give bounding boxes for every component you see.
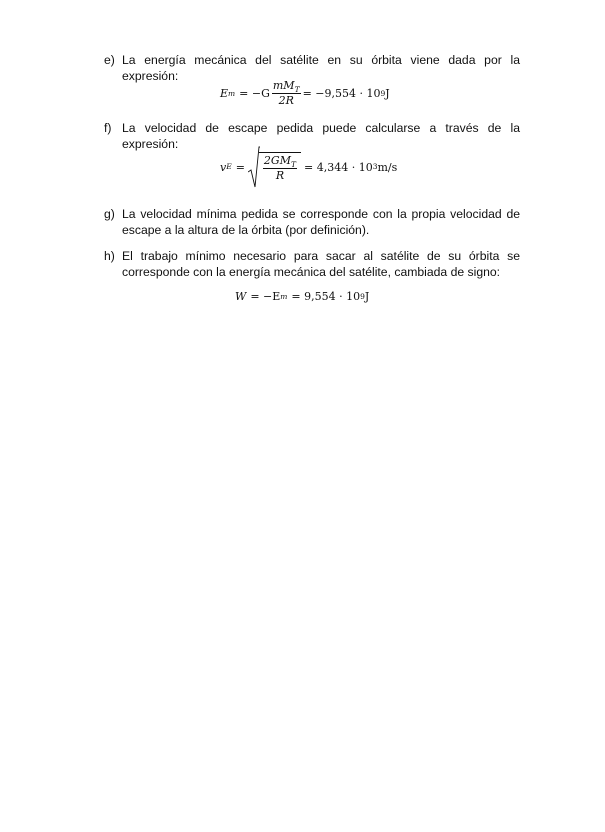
sqrt-symbol xyxy=(248,146,301,188)
eq-unit: J xyxy=(364,290,370,303)
item-marker: f) xyxy=(104,121,112,135)
item-marker: h) xyxy=(104,249,115,263)
item-text: La velocidad mínima pedida se corresponde con la propia velocidad de escape a la altura de la órbita (por definición). xyxy=(122,207,520,237)
eq-result: = 4,344 · 10 xyxy=(304,160,373,174)
eq-operator-subscript: m xyxy=(280,291,288,301)
eq-fraction xyxy=(263,155,297,182)
eq-lhs: W xyxy=(235,290,247,303)
equation-minimum-work: W = −E m = 9,554 · 10 9 J xyxy=(235,290,370,303)
item-marker: g) xyxy=(104,207,115,221)
item-text: El trabajo mínimo necesario para sacar al satélite de su órbita se corresponde con la energía mecánica del satélite, cambiada de signo: xyxy=(122,249,520,279)
eq-operator: = −E xyxy=(250,290,281,303)
eq-denominator: 2R xyxy=(278,94,294,107)
eq-lhs-subscript: m xyxy=(228,88,236,98)
eq-fraction xyxy=(272,80,301,107)
eq-result: = −9,554 · 10 xyxy=(302,87,381,100)
item-marker: e) xyxy=(104,53,115,67)
eq-result: = 9,554 · 10 xyxy=(291,290,361,303)
equation-mechanical-energy: E m = −G $\frac{mM_T}{2R}$ = −9,554 · 10 9 J xyxy=(220,79,390,107)
eq-lhs: E xyxy=(220,87,229,100)
eq-unit: J xyxy=(385,87,390,100)
eq-numerator: 2GM xyxy=(263,154,291,167)
eq-numerator-subscript: T xyxy=(290,160,296,170)
item-text: La energía mecánica del satélite en su órbita viene dada por la expresión: xyxy=(122,53,520,83)
eq-numerator: mM xyxy=(272,79,295,92)
eq-unit: m/s xyxy=(377,160,398,174)
eq-lhs-subscript: E xyxy=(226,162,232,171)
eq-operator: = xyxy=(235,160,245,174)
eq-operator: = −G xyxy=(239,87,270,100)
list-item-h xyxy=(104,248,520,280)
item-text: La velocidad de escape pedida puede calcularse a través de la expresión: xyxy=(122,121,520,151)
eq-denominator: R xyxy=(275,169,285,182)
list-item-g xyxy=(104,206,520,238)
eq-numerator-subscript: T xyxy=(294,85,300,95)
equation-escape-velocity: v E = $\frac{2GM_T}{R}$ = 4,344 · 10 3 m/s xyxy=(220,146,397,188)
eq-lhs: v xyxy=(220,160,227,174)
